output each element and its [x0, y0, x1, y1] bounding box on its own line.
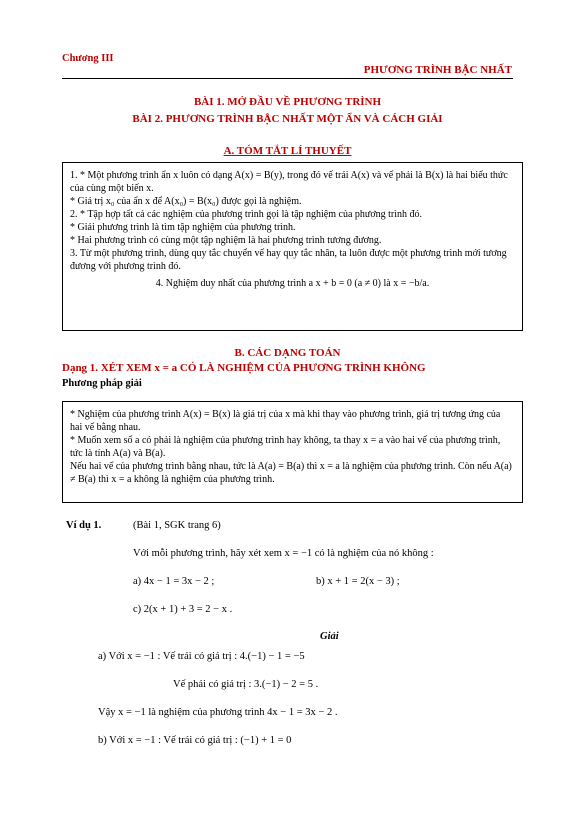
theory-summary-box: [62, 162, 523, 331]
method-item: * Muốn xem số a có phải là nghiệm của phương trình hay không, ta thay x = a vào hai vế của phương trình, tức là tính A(a) và B(a).: [70, 435, 501, 459]
method-box: [62, 401, 523, 503]
equation-a: a) 4x − 1 = 3x − 2 ;: [133, 576, 215, 587]
theory-item: * Hai phương trình có cùng một tập nghiệm là hai phương trình tương đương.: [70, 235, 382, 246]
section-b-heading: B. CÁC DẠNG TOÁN: [234, 347, 341, 359]
solution-a-conclusion: Vậy x = −1 là nghiệm của phương trình 4x − 1 = 3x − 2 .: [98, 707, 338, 718]
example-intro: Với mỗi phương trình, hãy xét xem x = −1 có là nghiệm của nó không :: [133, 548, 434, 559]
theory-item: * Giá trị x₀ của ẩn x để A(x₀) = B(x₀) được gọi là nghiệm.: [70, 196, 302, 207]
chapter-title: PHƯƠNG TRÌNH BẬC NHẤT: [363, 64, 512, 76]
solution-b-line-1: b) Với x = −1 : Vế trái có giá trị : (−1) + 1 = 0: [98, 735, 292, 746]
header-divider: [62, 78, 513, 79]
theory-item: 1. * Một phương trình ẩn x luôn có dạng A(x) = B(y), trong đó vế trái A(x) và vế phải là B(x) là hai biểu thức của cùng một biến x.: [70, 170, 508, 194]
dang-1-title: Dạng 1. XÉT XEM x = a CÓ LÀ NGHIỆM CỦA PHƯƠNG TRÌNH KHÔNG: [62, 362, 426, 374]
theory-item-4: 4. Nghiệm duy nhất của phương trình a x + b = 0 (a ≠ 0) là x = −b/a.: [155, 278, 430, 289]
solution-label: Giải: [320, 631, 339, 642]
theory-item: 3. Từ một phương trình, dùng quy tắc chuyển vế hay quy tắc nhân, ta luôn được một phương trình mới tương đương với phương trình đó.: [70, 248, 507, 272]
method-item: Nếu hai vế của phương trình bằng nhau, tức là A(a) = B(a) thì x = a là nghiệm của phương trình. Còn nếu A(a) ≠ B(a) thì x = a không là nghiệm của phương trình.: [70, 461, 512, 485]
equation-b: b) x + 1 = 2(x − 3) ;: [316, 576, 400, 587]
example-label: Ví dụ 1.: [66, 520, 102, 531]
lesson-title-2: BÀI 2. PHƯƠNG TRÌNH BẬC NHẤT MỘT ẨN VÀ CÁCH GIẢI: [132, 113, 443, 125]
lesson-title-1: BÀI 1. MỞ ĐẦU VỀ PHƯƠNG TRÌNH: [193, 96, 382, 108]
method-label: Phương pháp giải: [62, 378, 142, 389]
section-a-heading: A. TÓM TẮT LÍ THUYẾT: [223, 145, 352, 157]
method-item: * Nghiệm của phương trình A(x) = B(x) là giá trị của x mà khi thay vào phương trình, giá trị tương ứng của hai vế bằng nhau.: [70, 409, 501, 433]
example-source: (Bài 1, SGK trang 6): [133, 520, 221, 531]
solution-a-line-1: a) Với x = −1 : Vế trái có giá trị : 4.(−1) − 1 = −5: [98, 651, 305, 662]
theory-item: 2. * Tập hợp tất cả các nghiệm của phương trình gọi là tập nghiệm của phương trình đó.: [70, 209, 422, 220]
chapter-label: Chương III: [62, 53, 114, 64]
theory-item: * Giải phương trình là tìm tập nghiệm của phương trình.: [70, 222, 296, 233]
equation-c: c) 2(x + 1) + 3 = 2 − x .: [133, 604, 233, 615]
solution-a-line-2: Vế phải có giá trị : 3.(−1) − 2 = 5 .: [173, 679, 319, 690]
